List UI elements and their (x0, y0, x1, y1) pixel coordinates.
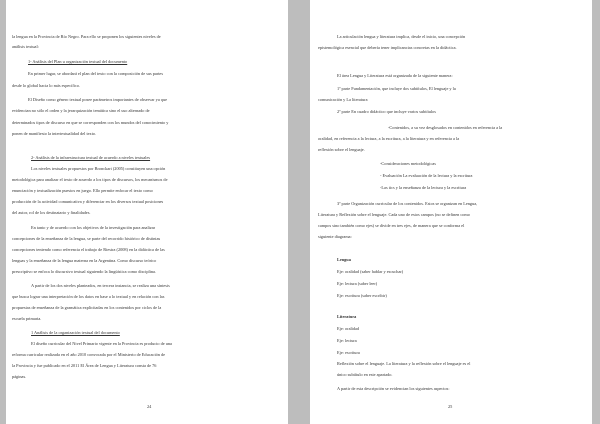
text-line: desde lo global hacia lo más específico. (12, 83, 81, 88)
text-line: 3º parte Organización curricular de los contenidos. Estos se organizan en Lengua, (337, 201, 478, 206)
text-line: páginas. (12, 374, 27, 379)
document-page-right (310, 0, 592, 424)
text-line: Literatura y Reflexión sobre el lenguaje. Cada uno de estos campos (no se definen como (318, 212, 470, 217)
text-line: Eje: lectura (337, 338, 357, 343)
text-line: evidencian no sólo el orden y la jerarquización temática sino el uso alternado de (12, 108, 150, 113)
text-line: concepciones de la enseñanza de la lengua, se parte del recorrido histórico de distintas (12, 236, 161, 241)
section-heading: 2- Análisis de la infraestructura textual de acuerdo a niveles textuales (31, 155, 151, 160)
subheading-literatura: Literatura (337, 314, 357, 319)
document-page-left (6, 0, 288, 424)
text-line: producción de la actividad comunicativa y diferenciar en los diversos textual posiciones (12, 199, 164, 204)
text-line: escuela primaria. (12, 316, 42, 321)
text-line: La articulación lengua y literatura implica, desde el inicio, una concepción (337, 34, 466, 39)
text-line: A partir de los dos niveles planteados, en tercera instancia, se realiza una síntesis (31, 283, 170, 288)
text-line: metodológica para analizar el texto de acuerdo a los tipos de discursos, los mecanismos de (12, 177, 168, 182)
text-line: Reflexión sobre el lenguaje. La literatura y la reflexión sobre el lenguaje es el (337, 361, 471, 366)
text-line: Eje: escritura (saber escribir) (337, 293, 387, 298)
section-heading: 1- Análisis del Plan u organización textual del documento (28, 59, 128, 64)
section-heading: 1 Análisis de la organización textual del documento (31, 330, 120, 335)
page-number: 25 (448, 404, 453, 409)
text-line: campos sino también como ejes) se divide en tres ejes, de manera que se conforma el (318, 223, 465, 228)
text-line: 1º parte Fundamentación, que incluye dos subtítulos, El lenguaje y la (337, 86, 456, 91)
text-line: concepciones teniendo como referencia el trabajo de Riestra (2008) en la didáctica de las (12, 247, 165, 252)
text-line: ponen de manifiesto la intertextualidad del texto. (12, 131, 97, 136)
text-line: del autor, rol de los destinatario y finalidades. (12, 210, 91, 215)
text-line: la Provincia y fue publicado en el 2011 El Área de Lengua y Literatura consta de 76 (12, 363, 157, 368)
text-line: enunciación y textualización puestos en juego. Ello permite enfocar el texto como (12, 188, 153, 193)
text-line: comunicación y La literatura (318, 97, 368, 102)
text-line: epistemológica esencial que debería tener implicancias concretas en la didáctica. (318, 45, 457, 50)
text-line: prescriptivo se enfoca lo discursivo textual siguiendo la lingüística como disciplina. (12, 269, 157, 274)
text-line: - Evaluación La evaluación de la lectura y la escritura (380, 173, 473, 178)
text-line: Eje: lectura (saber leer) (337, 281, 378, 286)
page-number: 24 (147, 404, 152, 409)
text-line: En primer lugar, se abordará el plan del texto con la composición de sus partes (28, 71, 164, 76)
text-line: Eje: escritura (337, 350, 360, 355)
text-line: propuestas de enseñanza de la gramática explicitadas en los contenidos por ciclos de la (12, 305, 162, 310)
text-line: lenguas y la enseñanza de la lengua materna en la Argentina. Como discurso teórico (12, 258, 157, 263)
text-line: Los niveles textuales propuestos por Bronckart (2005) constituyen una opción (31, 166, 166, 171)
text-line: que busca lograr una interpretación de los datos en base a lo textual y en relación con las (12, 294, 165, 299)
text-line: Eje: oralidad (saber hablar y escuchar) (337, 269, 404, 274)
text-line: A partir de esta descripción se evidencian los siguientes aspectos: (337, 386, 450, 391)
text-line: -Las tics y la enseñanza de la lectura y la escritura (380, 185, 467, 190)
text-line: reflexión sobre el lenguaje. (318, 147, 365, 152)
text-line: El Diseño como género textual posee parámetros importantes de observar ya que (28, 97, 168, 102)
text-line: la lengua en la Provincia de Río Negro. Para ello se proponen los siguientes niveles de (12, 34, 161, 39)
text-line: 2º parte En cuadro didáctico que incluye varios subtítulos (337, 109, 436, 114)
text-line: análisis textual: (12, 44, 39, 49)
text-line: El diseño curricular del Nivel Primario vigente en la Provincia es producto de una (31, 341, 172, 346)
text-line: -Contenidos, a su vez desglosados en contenidos en referencia a la (388, 125, 503, 130)
text-line: determinados tipos de discurso en que se corresponden con los mundos del conocimiento y (12, 120, 169, 125)
text-line: El área Lengua y Literatura está organizada de la siguiente manera: (337, 73, 453, 78)
text-line: En tanto y de acuerdo con los objetivos de la investigación para analizar (31, 225, 156, 230)
text-line: -Consideraciones metodológicas (380, 161, 436, 166)
text-line: oralidad, en referencia a la lectura, a la escritura, a la literatura y en referencia a la (318, 136, 460, 141)
text-line: Eje: oralidad (337, 326, 360, 331)
text-line: siguiente diagrama: (318, 234, 352, 239)
subheading-lengua: Lengua (337, 257, 351, 262)
text-line: reforma curricular realizada en el año 2010 convocada por el Ministerio de Educación de (12, 352, 166, 357)
text-line: único subtítulo en este apartado. (337, 372, 393, 377)
